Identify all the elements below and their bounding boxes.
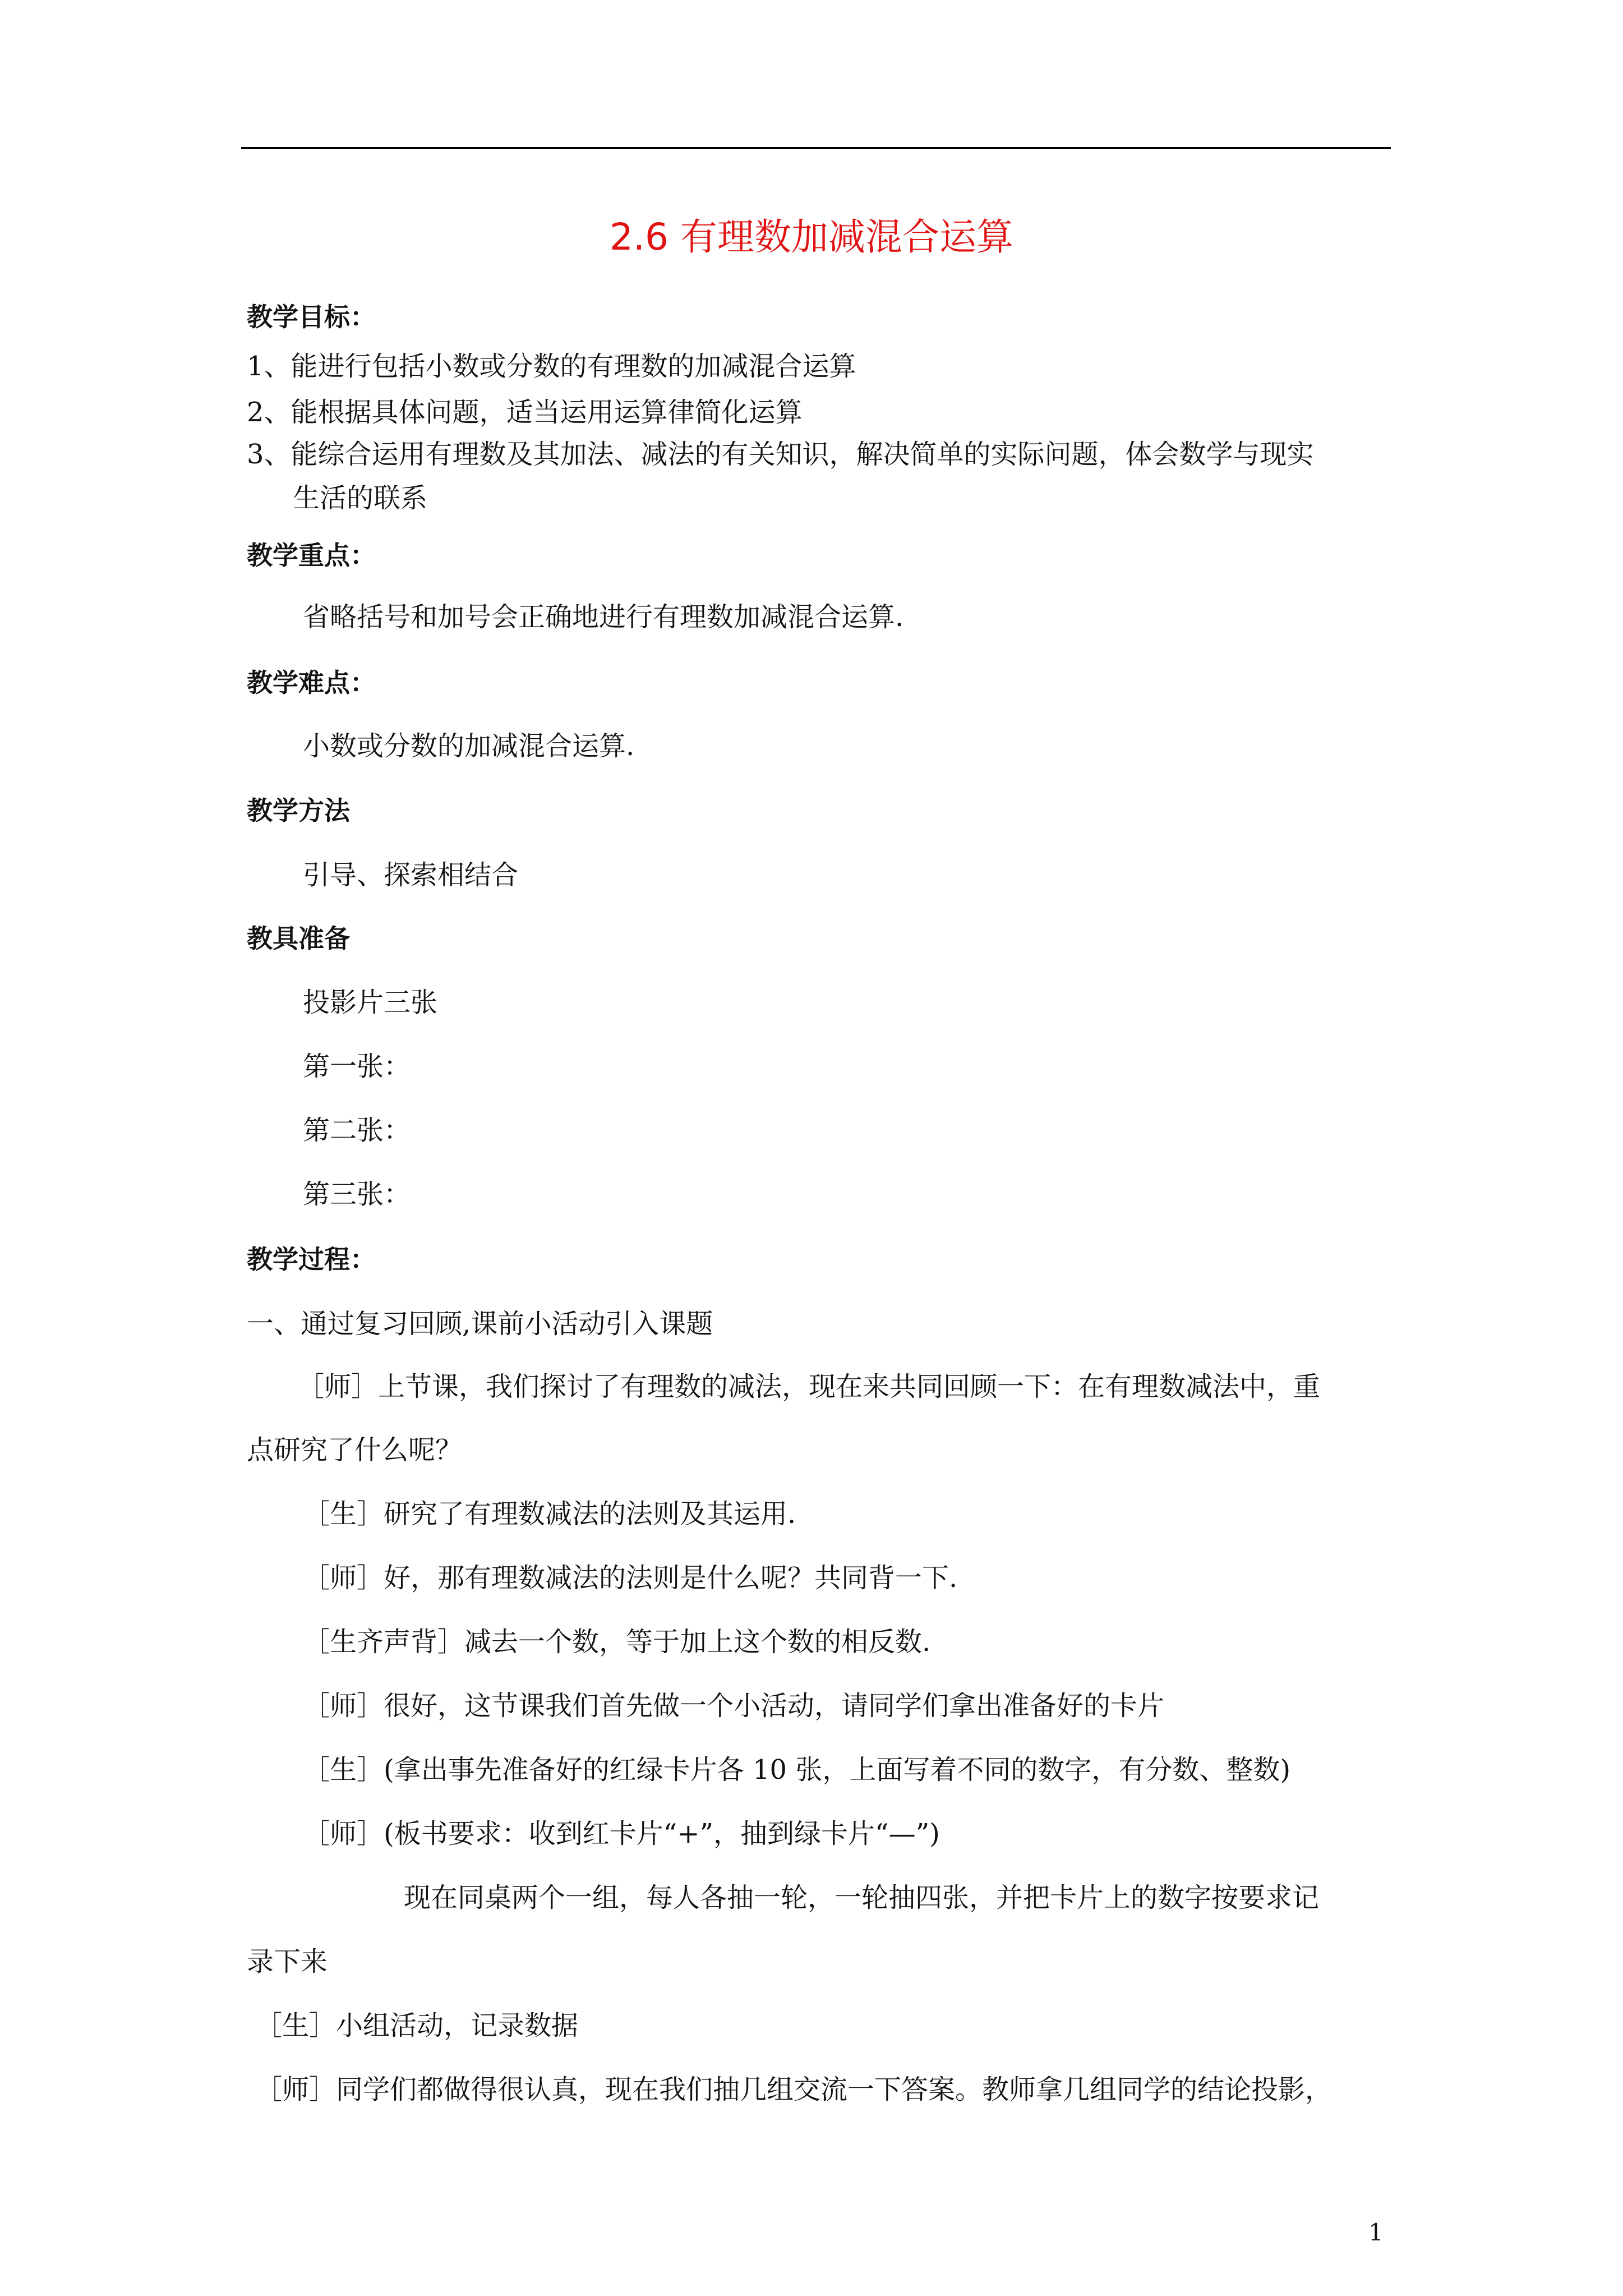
key-points-heading: 教学重点： [247,540,376,570]
goal-item-3: 3、能综合运用有理数及其加法、减法的有关知识，解决简单的实际问题，体会数学与现实 [247,439,1314,470]
materials-heading: 教具准备 [247,923,350,954]
dialogue-line: ［生］研究了有理数减法的法则及其运用. [303,1498,796,1530]
difficulties-heading: 教学难点： [247,668,376,698]
dialogue-line: ［师］同学们都做得很认真，现在我们抽几组交流一下答案。教师拿几组同学的结论投影， [255,2074,1332,2105]
dialogue-line: ［生］(拿出事先准备好的红绿卡片各 10 张，上面写着不同的数字，有分数、整数) [303,1754,1291,1786]
dialogue-line: ［生齐声背］减去一个数，等于加上这个数的相反数. [303,1626,931,1658]
dialogue-line: 点研究了什么呢？ [247,1434,463,1466]
document-title: 2.6 有理数加减混合运算 [610,215,1013,259]
dialogue-line: ［生］小组活动，记录数据 [255,2010,579,2041]
dialogue-line: ［师］(板书要求：收到红卡片“+”，抽到绿卡片“—”) [303,1818,940,1849]
materials-line-3: 第二张： [303,1115,411,1146]
difficulties-text: 小数或分数的加减混合运算. [303,730,635,762]
materials-line-1: 投影片三张 [303,987,438,1018]
page-number: 1 [1368,2219,1384,2246]
methods-heading: 教学方法 [247,795,350,826]
goal-item-2: 2、能根据具体问题，适当运用运算律简化运算 [247,397,803,428]
dialogue-line: 录下来 [247,1946,328,1977]
key-points-text: 省略括号和加号会正确地进行有理数加减混合运算. [303,601,904,633]
materials-line-2: 第一张： [303,1051,411,1082]
dialogue-line: 现在同桌两个一组，每人各抽一轮，一轮抽四张，并把卡片上的数字按要求记 [404,1882,1320,1913]
methods-text: 引导、探索相结合 [303,859,519,891]
header-rule [241,147,1391,149]
dialogue-line: ［师］很好，这节课我们首先做一个小活动，请同学们拿出准备好的卡片 [303,1690,1165,1722]
materials-line-4: 第三张： [303,1179,411,1210]
goal-item-1: 1、能进行包括小数或分数的有理数的加减混合运算 [247,351,856,382]
dialogue-line: ［师］好，那有理数减法的法则是什么呢？共同背一下. [303,1562,958,1594]
goals-heading: 教学目标： [247,302,376,332]
process-heading: 教学过程： [247,1244,376,1274]
process-section-1: 一、通过复习回顾,课前小活动引入课题 [247,1308,713,1340]
goal-item-3-cont: 生活的联系 [293,482,428,514]
dialogue-line: ［师］上节课，我们探讨了有理数的减法，现在来共同回顾一下：在有理数减法中，重 [297,1371,1321,1402]
